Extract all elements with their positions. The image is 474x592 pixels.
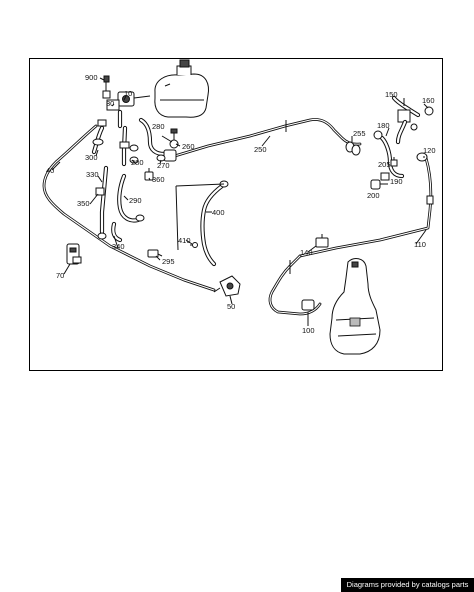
callout-270: 270 xyxy=(157,161,170,170)
callout-340: 340 xyxy=(112,242,125,251)
hose-300 xyxy=(93,120,106,152)
leader-lines xyxy=(52,78,428,326)
callout-205: 205 xyxy=(378,160,391,169)
callout-360: 360 xyxy=(152,175,165,184)
reservoir-100 xyxy=(330,259,380,354)
callout-110: 110 xyxy=(414,240,426,249)
callout-50: 50 xyxy=(227,302,236,311)
callout-400: 400 xyxy=(212,208,225,217)
credit-footer xyxy=(341,578,474,592)
callout-255: 255 xyxy=(353,129,366,138)
callout-300: 300 xyxy=(85,153,98,162)
callout-30: 30 xyxy=(106,99,115,108)
callout-260: 260 xyxy=(182,142,195,151)
callout-295: 295 xyxy=(162,257,175,266)
clip-295 xyxy=(148,250,162,257)
callout-140: 140 xyxy=(300,248,313,257)
bracket-140 xyxy=(316,234,328,247)
pipe-100-loop xyxy=(270,256,320,314)
pump-50 xyxy=(214,276,240,296)
callout-350: 350 xyxy=(77,199,90,208)
callout-250: 250 xyxy=(254,145,267,154)
callout-10: 10 xyxy=(124,89,133,98)
callout-40: 40 xyxy=(46,166,55,175)
callout-200: 200 xyxy=(367,191,380,200)
callout-290: 290 xyxy=(129,196,142,205)
callout-410: 410 xyxy=(178,236,191,245)
credit-text: Diagrams provided by catalogs parts xyxy=(346,580,469,589)
callout-70: 70 xyxy=(56,271,65,280)
clamp-260 xyxy=(170,129,178,148)
callout-120: 120 xyxy=(423,146,436,155)
sensor-70 xyxy=(67,244,81,264)
callout-150: 150 xyxy=(385,90,398,99)
hose-400 xyxy=(176,181,228,264)
expansion-tank xyxy=(155,60,209,117)
callout-900: 900 xyxy=(85,73,98,82)
callout-280-upper: 280 xyxy=(152,122,165,131)
callout-180: 180 xyxy=(377,121,390,130)
callout-330: 330 xyxy=(86,170,99,179)
callout-100: 100 xyxy=(302,326,315,335)
pipe-250 xyxy=(164,119,360,161)
callout-280-lower: 280 xyxy=(131,158,144,167)
callout-160: 160 xyxy=(422,96,435,105)
callout-190: 190 xyxy=(390,177,403,186)
